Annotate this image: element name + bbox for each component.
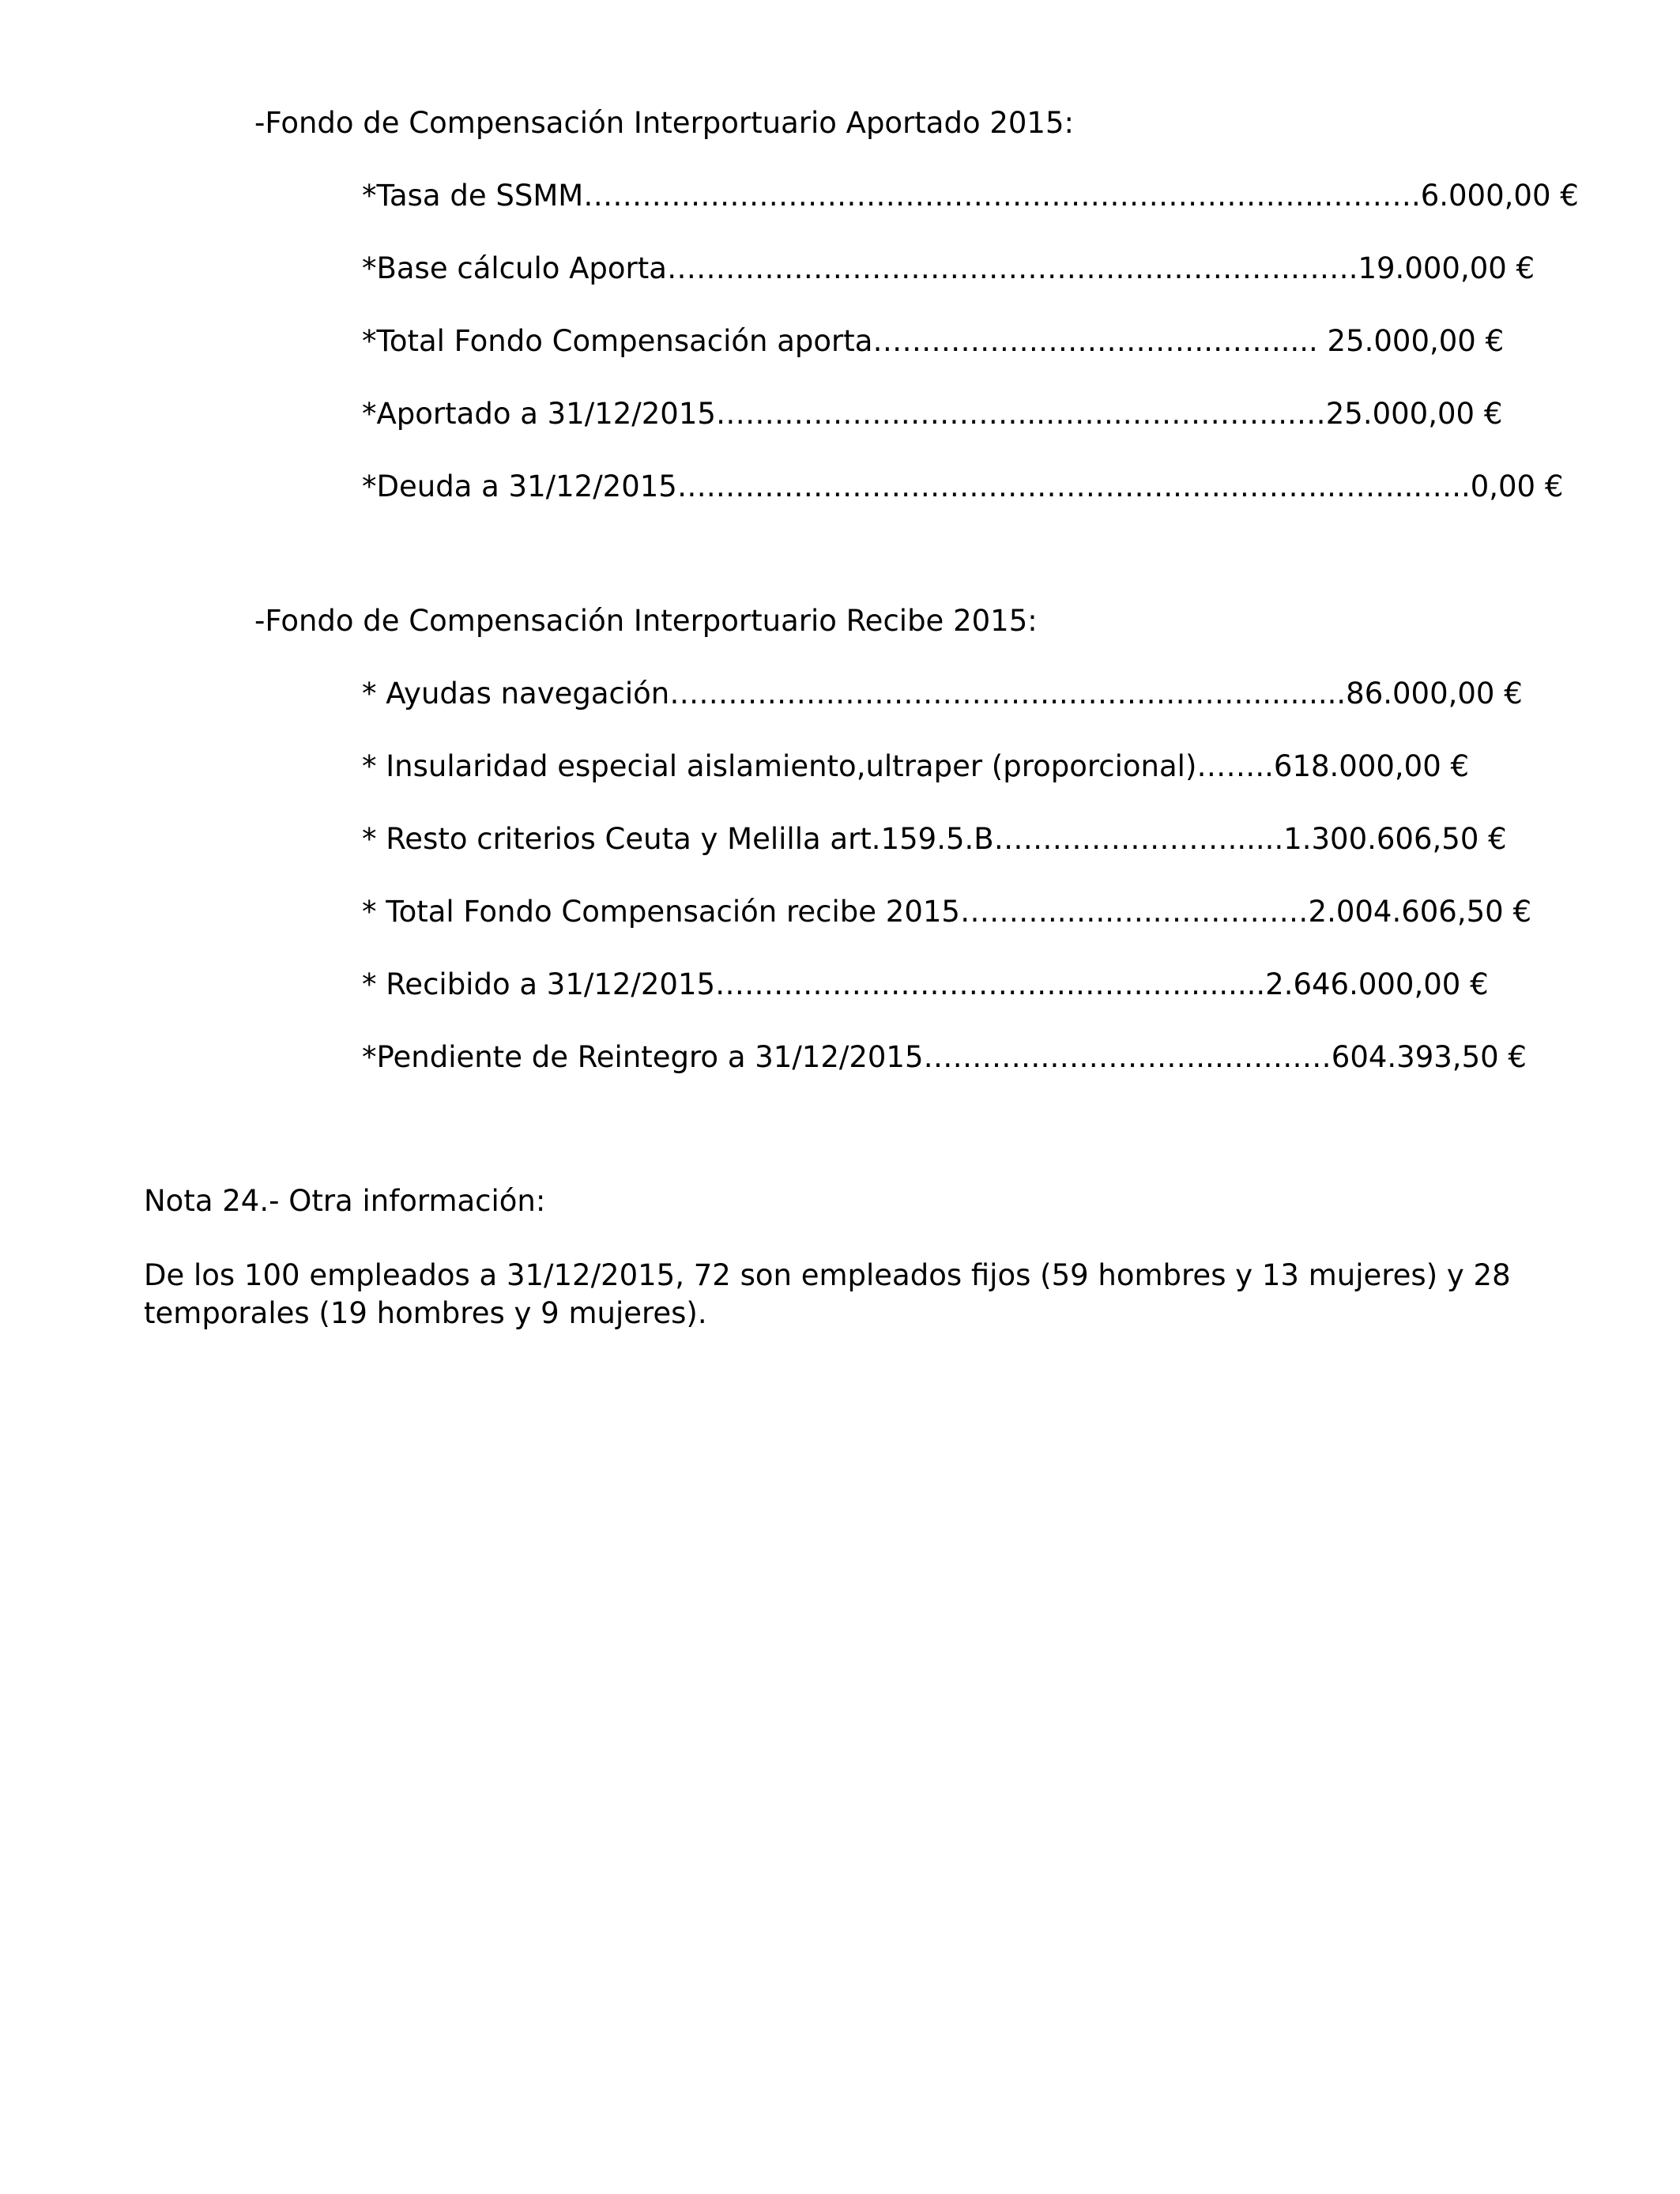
item-ayudas-navegacion: * Ayudas navegación…………………………………..………………...........86.000,00 € [362, 677, 1523, 711]
item-total-fondo-recibe: * Total Fondo Compensación recibe 2015………..…..…..……………2.004.606,50 € [362, 895, 1531, 929]
item-tasa-ssmm: *Tasa de SSMM………………………………………………………………….……….6.000,00 € [362, 179, 1579, 213]
item-base-calculo-aporta: *Base cálculo Aporta……………………………………………………….…….19.000,00 € [362, 251, 1535, 285]
item-total-fondo-aporta: *Total Fondo Compensación aporta……………………………..……..... 25.000,00 € [362, 324, 1505, 358]
item-insularidad: * Insularidad especial aislamiento,ultraper (proporcional)……..618.000,00 € [362, 749, 1470, 783]
note-paragraph: De los 100 empleados a 31/12/2015, 72 son empleados fijos (59 hombres y 13 mujeres) y 28 temporales (19 hombres y 9 mujeres). [144, 1258, 1511, 1330]
section-aportado-heading: -Fondo de Compensación Interportuario Aportado 2015: [254, 106, 1074, 140]
item-pendiente-reintegro: *Pendiente de Reintegro a 31/12/2015………….……………..…………604.393,50 € [362, 1040, 1527, 1074]
item-aportado: *Aportado a 31/12/2015……………….…………...……..……………...…25.000,00 € [362, 397, 1503, 431]
note-title: Nota 24.- Otra información: [144, 1184, 546, 1218]
item-resto-criterios: * Resto criterios Ceuta y Melilla art.159.5.B……………………......1.300.606,50 € [362, 822, 1507, 856]
item-recibido: * Recibido a 31/12/2015……………………………….……..….........2.646.000,00 € [362, 967, 1489, 1001]
item-deuda: *Deuda a 31/12/2015….……………………….………………..…..………..……...…..0,00 € [362, 469, 1564, 503]
section-recibe-heading: -Fondo de Compensación Interportuario Recibe 2015: [254, 604, 1038, 638]
